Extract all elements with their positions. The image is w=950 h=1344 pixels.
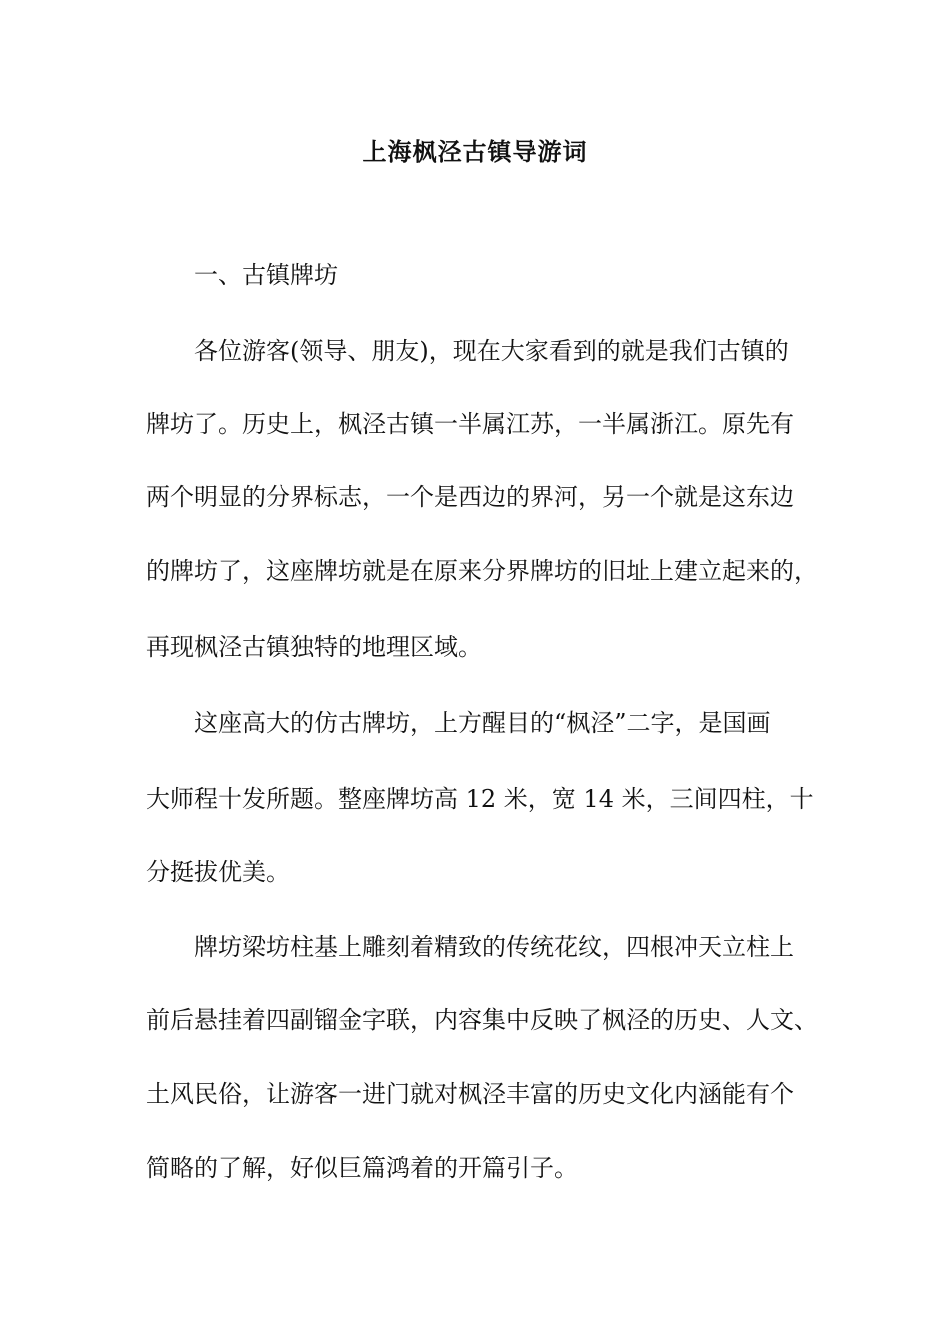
paragraph-line: 牌坊梁坊柱基上雕刻着精致的传统花纹，四根冲天立柱上 xyxy=(194,933,794,961)
paragraph-line: 各位游客(领导、朋友)，现在大家看到的就是我们古镇的 xyxy=(194,337,789,365)
paragraph-line: 牌坊了。历史上，枫泾古镇一半属江苏，一半属浙江。原先有 xyxy=(146,410,794,438)
paragraph-line: 分挺拔优美。 xyxy=(146,858,290,886)
paragraph-line: 前后悬挂着四副镏金字联，内容集中反映了枫泾的历史、人文、 xyxy=(146,1006,818,1034)
section-heading: 一、古镇牌坊 xyxy=(194,261,338,289)
paragraph-line: 两个明显的分界标志，一个是西边的界河，另一个就是这东边 xyxy=(146,483,794,511)
paragraph-line: 土风民俗，让游客一进门就对枫泾丰富的历史文化内涵能有个 xyxy=(146,1080,794,1108)
paragraph-line: 的牌坊了，这座牌坊就是在原来分界牌坊的旧址上建立起来的， xyxy=(146,557,818,585)
paragraph-line: 这座高大的仿古牌坊，上方醒目的“枫泾”二字，是国画 xyxy=(194,709,771,737)
paragraph-line: 大师程十发所题。整座牌坊高 12 米，宽 14 米，三间四柱，十 xyxy=(146,785,814,813)
paragraph-line: 再现枫泾古镇独特的地理区域。 xyxy=(146,633,482,661)
paragraph-line: 简略的了解，好似巨篇鸿着的开篇引子。 xyxy=(146,1154,578,1182)
document-title: 上海枫泾古镇导游词 xyxy=(362,137,588,166)
